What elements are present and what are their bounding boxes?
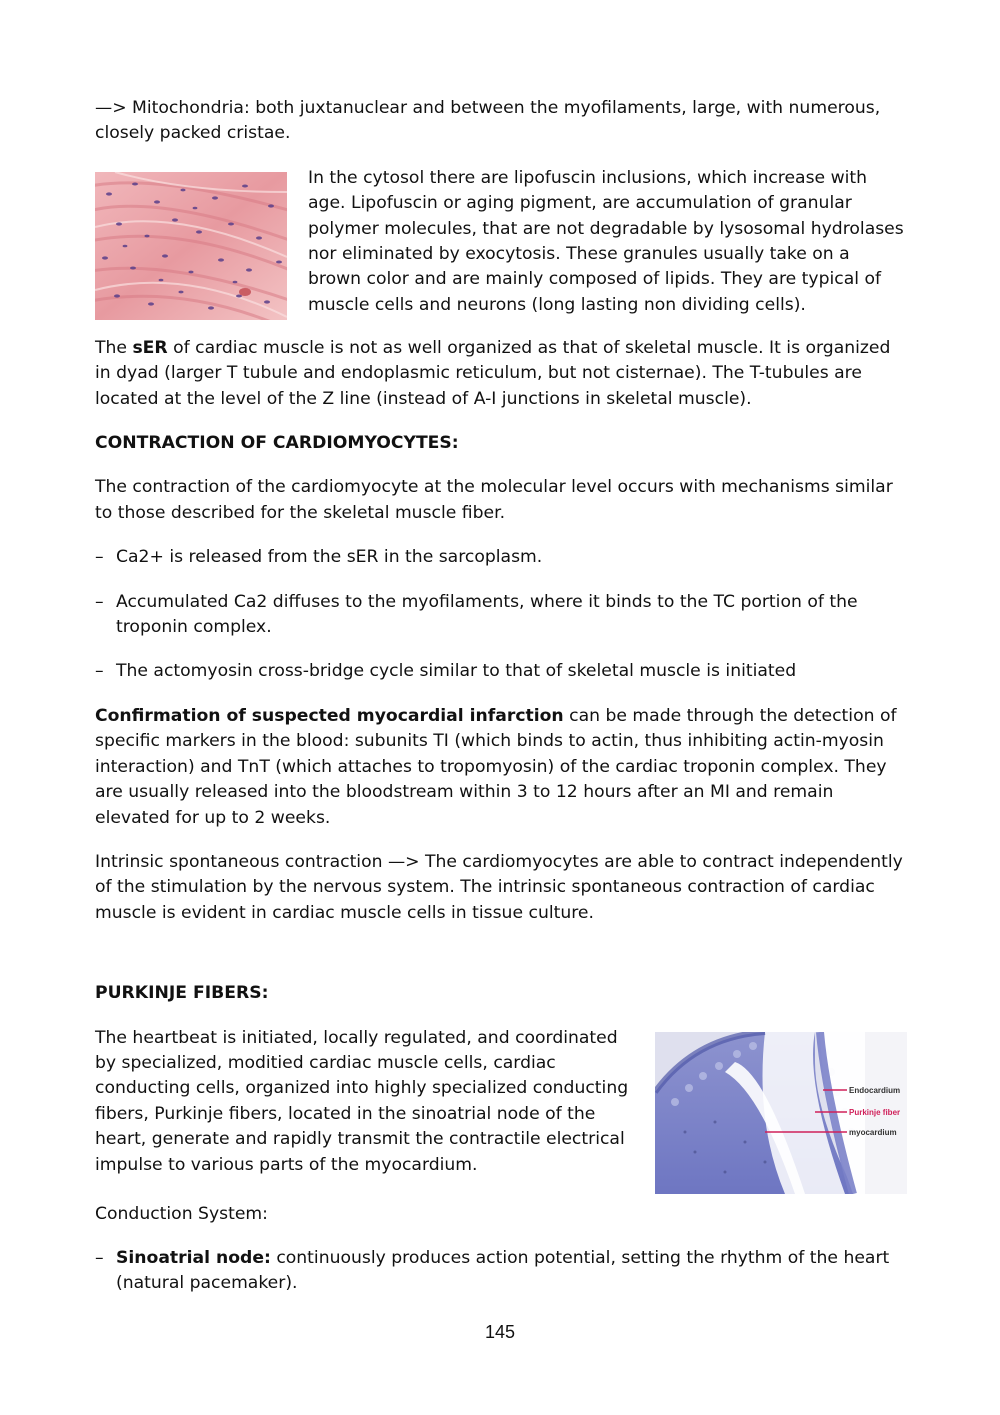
list-item: – Sinoatrial node: continuously produces action potential, setting the rhythm of the heart (natural pacemaker). <box>95 1247 890 1294</box>
conduction-system-title: Conduction System: <box>95 1203 268 1224</box>
purkinje-heading: PURKINJE FIBERS: <box>95 983 269 1004</box>
purkinje-paragraph: The heartbeat is initiated, locally regulated, and coordinated by specialized, moditied cardiac muscle cells, cardiac conducting cells, organized into highly specialized conducting fibers, Purkinje fibers, located in the sinoatrial node of the heart, generate and rapidly transmit the contractile electrical impulse to various parts of the myocardium. <box>95 1027 629 1175</box>
page-number: 145 <box>484 1322 516 1342</box>
intrinsic-contraction-paragraph: Intrinsic spontaneous contraction —> The cardiomyocytes are able to contract independently of the stimulation by the nervous system. The intrinsic spontaneous contraction of cardiac muscle is evident in cardiac muscle cells in tissue culture. <box>95 851 903 923</box>
contraction-intro: The contraction of the cardiomyocyte at the molecular level occurs with mechanisms similar to those described for the skeletal muscle fiber. <box>95 477 893 523</box>
list-item: – Accumulated Ca2 diffuses to the myofilaments, where it binds to the TC portion of the troponin complex. <box>95 591 858 638</box>
list-item: – The actomyosin cross-bridge cycle similar to that of skeletal muscle is initiated <box>95 661 797 682</box>
purkinje-fiber-label: Purkinje fiber <box>849 1107 901 1117</box>
conduction-list <box>95 1246 907 1297</box>
mi-bold-term: Confirmation of suspected myocardial infarction <box>95 705 564 726</box>
cardiac-histology-image <box>95 172 287 320</box>
mitochondria-line: —> Mitochondria: both juxtanuclear and between the myofilaments, large, with numerous, closely packed cristae. <box>95 98 881 144</box>
myocardial-infarction-paragraph: Confirmation of suspected myocardial infarction can be made through the detection of specific markers in the blood: subunits TI (which binds to actin, thus inhibiting actin-myosin interaction) and TnT (which attaches to tropomyosin) of the cardiac troponin complex. They are usually released into the bloodstream within 3 to 12 hours after an MI and remain elevated for up to 2 weeks. <box>95 705 897 828</box>
contraction-heading: CONTRACTION OF CARDIOMYOCYTES: <box>95 433 459 454</box>
endocardium-label: Endocardium <box>849 1085 901 1095</box>
contraction-list <box>95 545 907 685</box>
ser-term: sER <box>132 337 168 358</box>
purkinje-histology-image <box>655 1032 907 1194</box>
list-item: – Ca2+ is released from the sER in the sarcoplasm. <box>95 547 543 568</box>
ser-paragraph: The sER of cardiac muscle is not as well organized as that of skeletal muscle. It is organized in dyad (larger T tubule and endoplasmic reticulum, but not cisternae). The T-tubules are located at the level of the Z line (instead of A-I junctions in skeletal muscle). <box>95 337 891 409</box>
page-content <box>95 96 907 1297</box>
lipofuscin-paragraph: In the cytosol there are lipofuscin inclusions, which increase with age. Lipofuscin or aging pigment, are accumulation of granular polymer molecules, that are not degradable by lysosomal hydrolases nor eliminated by exocytosis. These granules usually take on a brown color and are mainly composed of lipids. They are typical of muscle cells and neurons (long lasting non dividing cells). <box>308 167 904 315</box>
myocardium-label: myocardium <box>849 1127 897 1137</box>
sinoatrial-node-term: Sinoatrial node: <box>116 1247 271 1268</box>
